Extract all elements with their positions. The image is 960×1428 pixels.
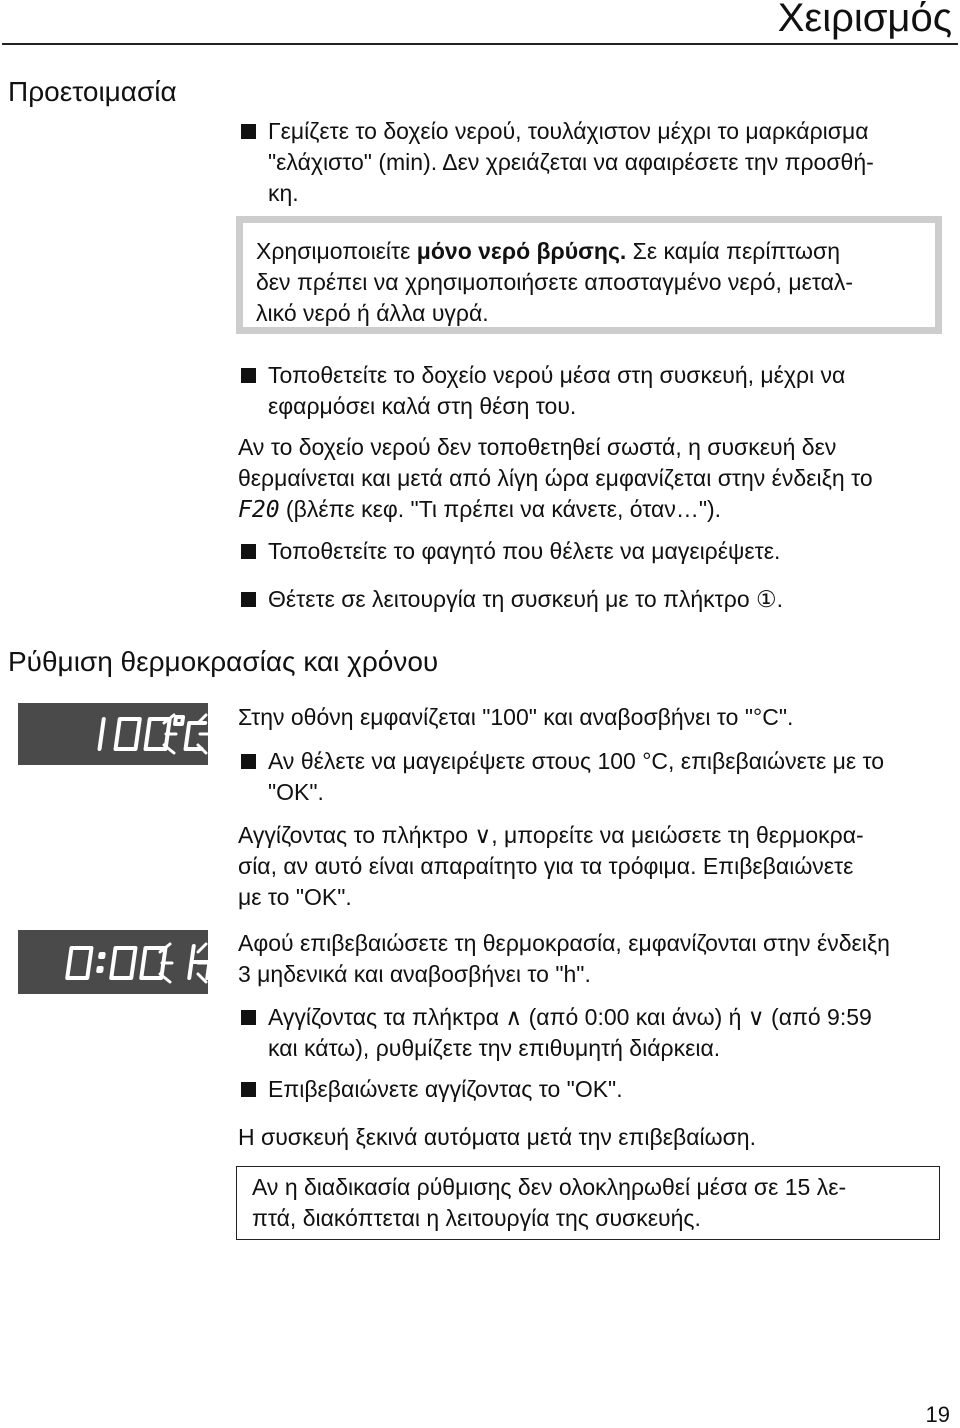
bullet-icon [241,592,256,607]
page-number: 19 [925,1402,950,1427]
instruction-power-on: Θέτετε σε λειτουργία τη συσκευή με το πλήκτρο ①. [268,586,784,612]
instruction-place-food: Τοποθετείτε το φαγητό που θέλετε να μαγειρέψετε. [268,538,781,564]
page-header-title: Χειρισμός [777,0,952,40]
paragraph-auto-start: Η συσκευή ξεκινά αυτόματα μετά την επιβεβαίωση. [238,1124,756,1150]
bullet-icon [241,368,256,383]
instruction-set-duration: Αγγίζοντας τα πλήκτρα ∧ (από 0:00 και άνω) ή ∨ (από 9:59 και κάτω), ρυθμίζετε την επιθυμητή διάρκεια. [268,1004,872,1061]
header-divider [2,43,958,45]
bullet-icon [241,754,256,769]
bullet-icon [241,544,256,559]
info-timeout-text: Αν η διαδικασία ρύθμισης δεν ολοκληρωθεί μέσα σε 15 λε- πτά, διακόπτεται η λειτουργία της συσκευής. [252,1174,847,1231]
paragraph-tank-warning: Αν το δοχείο νερού δεν τοποθετηθεί σωστά, η συσκευή δεν θερμαίνεται και μετά από λίγη ώρα εμφανίζεται στην ένδειξη το F20 (βλέπε κεφ. "Τι πρέπει να κάνετε, όταν…"). [238,434,873,523]
instruction-fill-tank: Γεμίζετε το δοχείο νερού, τουλάχιστον μέχρι το μαρκάρισμα "ελάχιστο" (min). Δεν χρειάζεται να αφαιρέσετε την προσθή- κη. [268,118,874,206]
bullet-icon [241,124,256,139]
bullet-icon [241,1010,256,1025]
paragraph-lower-temp: Αγγίζοντας το πλήκτρο ∨, μπορείτε να μειώσετε τη θερμοκρα- σία, αν αυτό είναι απαραίτητο για τα τρόφιμα. Επιβεβαιώνετε με το "OK". [238,822,864,910]
note-tap-water-text: Χρησιμοποιείτε μόνο νερό βρύσης. Σε καμία περίπτωση δεν πρέπει να χρησιμοποιήσετε αποσταγμένο νερό, μεταλ- λικό νερό ή άλλα υγρά. [256,238,854,326]
lcd-display-temperature [18,703,208,765]
text-display-100: Στην οθόνη εμφανίζεται "100" και αναβοσβήνει το "°C". [238,704,794,730]
instruction-confirm-ok: Επιβεβαιώνετε αγγίζοντας το "OK". [268,1076,623,1102]
bullet-icon [241,1082,256,1097]
instruction-insert-tank: Τοποθετείτε το δοχείο νερού μέσα στη συσκευή, μέχρι να εφαρμόσει καλά στη θέση του. [268,362,846,419]
error-code: F20 [238,497,280,523]
section-title-preparation: Προετοιμασία [8,76,177,107]
instruction-confirm-100: Αν θέλετε να μαγειρέψετε στους 100 °C, επιβεβαιώνετε με το "OK". [268,748,885,805]
section-title-temp-time: Ρύθμιση θερμοκρασίας και χρόνου [8,646,439,677]
lcd-display-time [18,930,208,994]
paragraph-zeros-shown: Αφού επιβεβαιώσετε τη θερμοκρασία, εμφανίζονται στην ένδειξη 3 μηδενικά και αναβοσβήνει το "h". [238,930,890,987]
